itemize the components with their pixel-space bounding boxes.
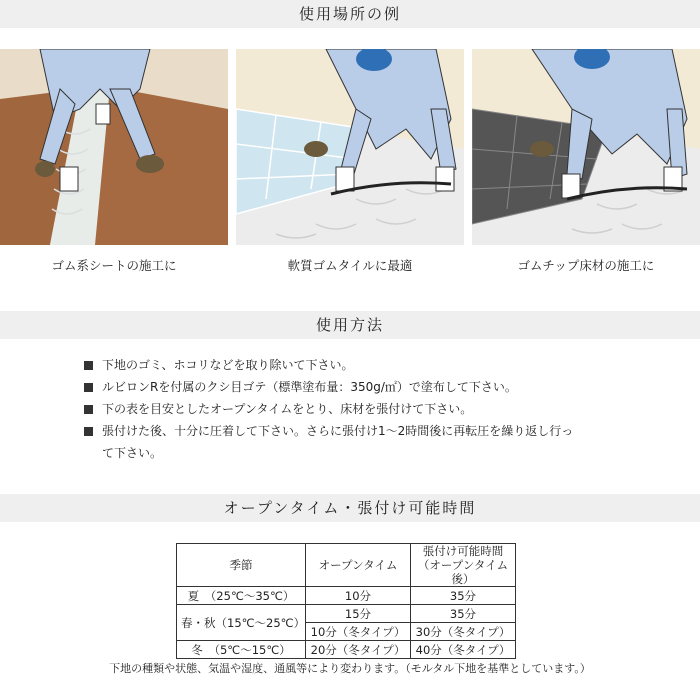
method-step — [84, 354, 644, 376]
method-step-text: 下の表を目安としたオープンタイムをとり、床材を張付けて下さい。 — [102, 402, 473, 416]
bullet-square-icon — [84, 383, 93, 392]
footnote: 下地の種類や状態、気温や湿度、通風等により変わります。（モルタル下地を基準としています。） — [109, 662, 591, 675]
open-time-table — [176, 543, 516, 659]
open-summer: 10分 — [306, 587, 411, 605]
usage-method-list — [84, 354, 644, 464]
method-step — [84, 398, 644, 420]
caption-rubber-sheet: ゴム系シートの施工に — [51, 258, 177, 273]
method-step-text: て下さい。 — [102, 446, 163, 460]
example-image-rubber-sheet — [0, 49, 228, 245]
open-spring-autumn-winter-type: 10分（冬タイプ） — [306, 623, 411, 641]
example-image-rubber-chip-floor — [472, 49, 700, 245]
method-section-title: 使用方法 — [0, 311, 700, 339]
usage-examples — [0, 49, 700, 245]
open-spring-autumn: 15分 — [306, 605, 411, 623]
opentime-section-title: オープンタイム・張付け可能時間 — [0, 494, 700, 522]
bullet-square-icon — [84, 361, 93, 370]
bullet-square-icon — [84, 427, 93, 436]
open-winter: 20分（冬タイプ） — [306, 641, 411, 659]
possible-summer: 35分 — [411, 587, 516, 605]
season-winter: 冬 （5℃〜15℃） — [177, 641, 306, 659]
header-open-time: オープンタイム — [306, 544, 411, 587]
examples-section-title: 使用場所の例 — [0, 0, 700, 28]
possible-spring-autumn: 35分 — [411, 605, 516, 623]
header-season: 季節 — [177, 544, 306, 587]
table-row — [177, 605, 516, 623]
caption-soft-rubber-tile: 軟質ゴムタイルに最適 — [287, 258, 413, 273]
table-header-row — [177, 544, 516, 587]
table-row — [177, 587, 516, 605]
header-possible-time — [411, 544, 516, 587]
header-possible-time-line2: （オープンタイム後） — [417, 558, 509, 586]
method-step-text: 張付けた後、十分に圧着して下さい。さらに張付け1〜2時間後に再転圧を繰り返し行っ — [102, 424, 574, 438]
example-image-soft-rubber-tile — [236, 49, 464, 245]
method-step — [84, 420, 644, 442]
header-possible-time-line1: 張付け可能時間 — [422, 544, 504, 558]
bullet-square-icon — [84, 405, 93, 414]
possible-winter: 40分（冬タイプ） — [411, 641, 516, 659]
season-summer: 夏 （25℃〜35℃） — [177, 587, 306, 605]
possible-spring-autumn-winter-type: 30分（冬タイプ） — [411, 623, 516, 641]
method-step-text: 下地のゴミ、ホコリなどを取り除いて下さい。 — [102, 358, 354, 372]
caption-rubber-chip-floor: ゴムチップ床材の施工に — [517, 258, 655, 273]
season-spring-autumn: 春・秋（15℃〜25℃） — [177, 605, 306, 641]
table-row — [177, 641, 516, 659]
method-step — [84, 376, 644, 398]
method-step-continuation — [84, 442, 644, 464]
method-step-text: ルビロンRを付属のクシ目ゴテ（標準塗布量：350g/㎡）で塗布して下さい。 — [102, 380, 517, 394]
